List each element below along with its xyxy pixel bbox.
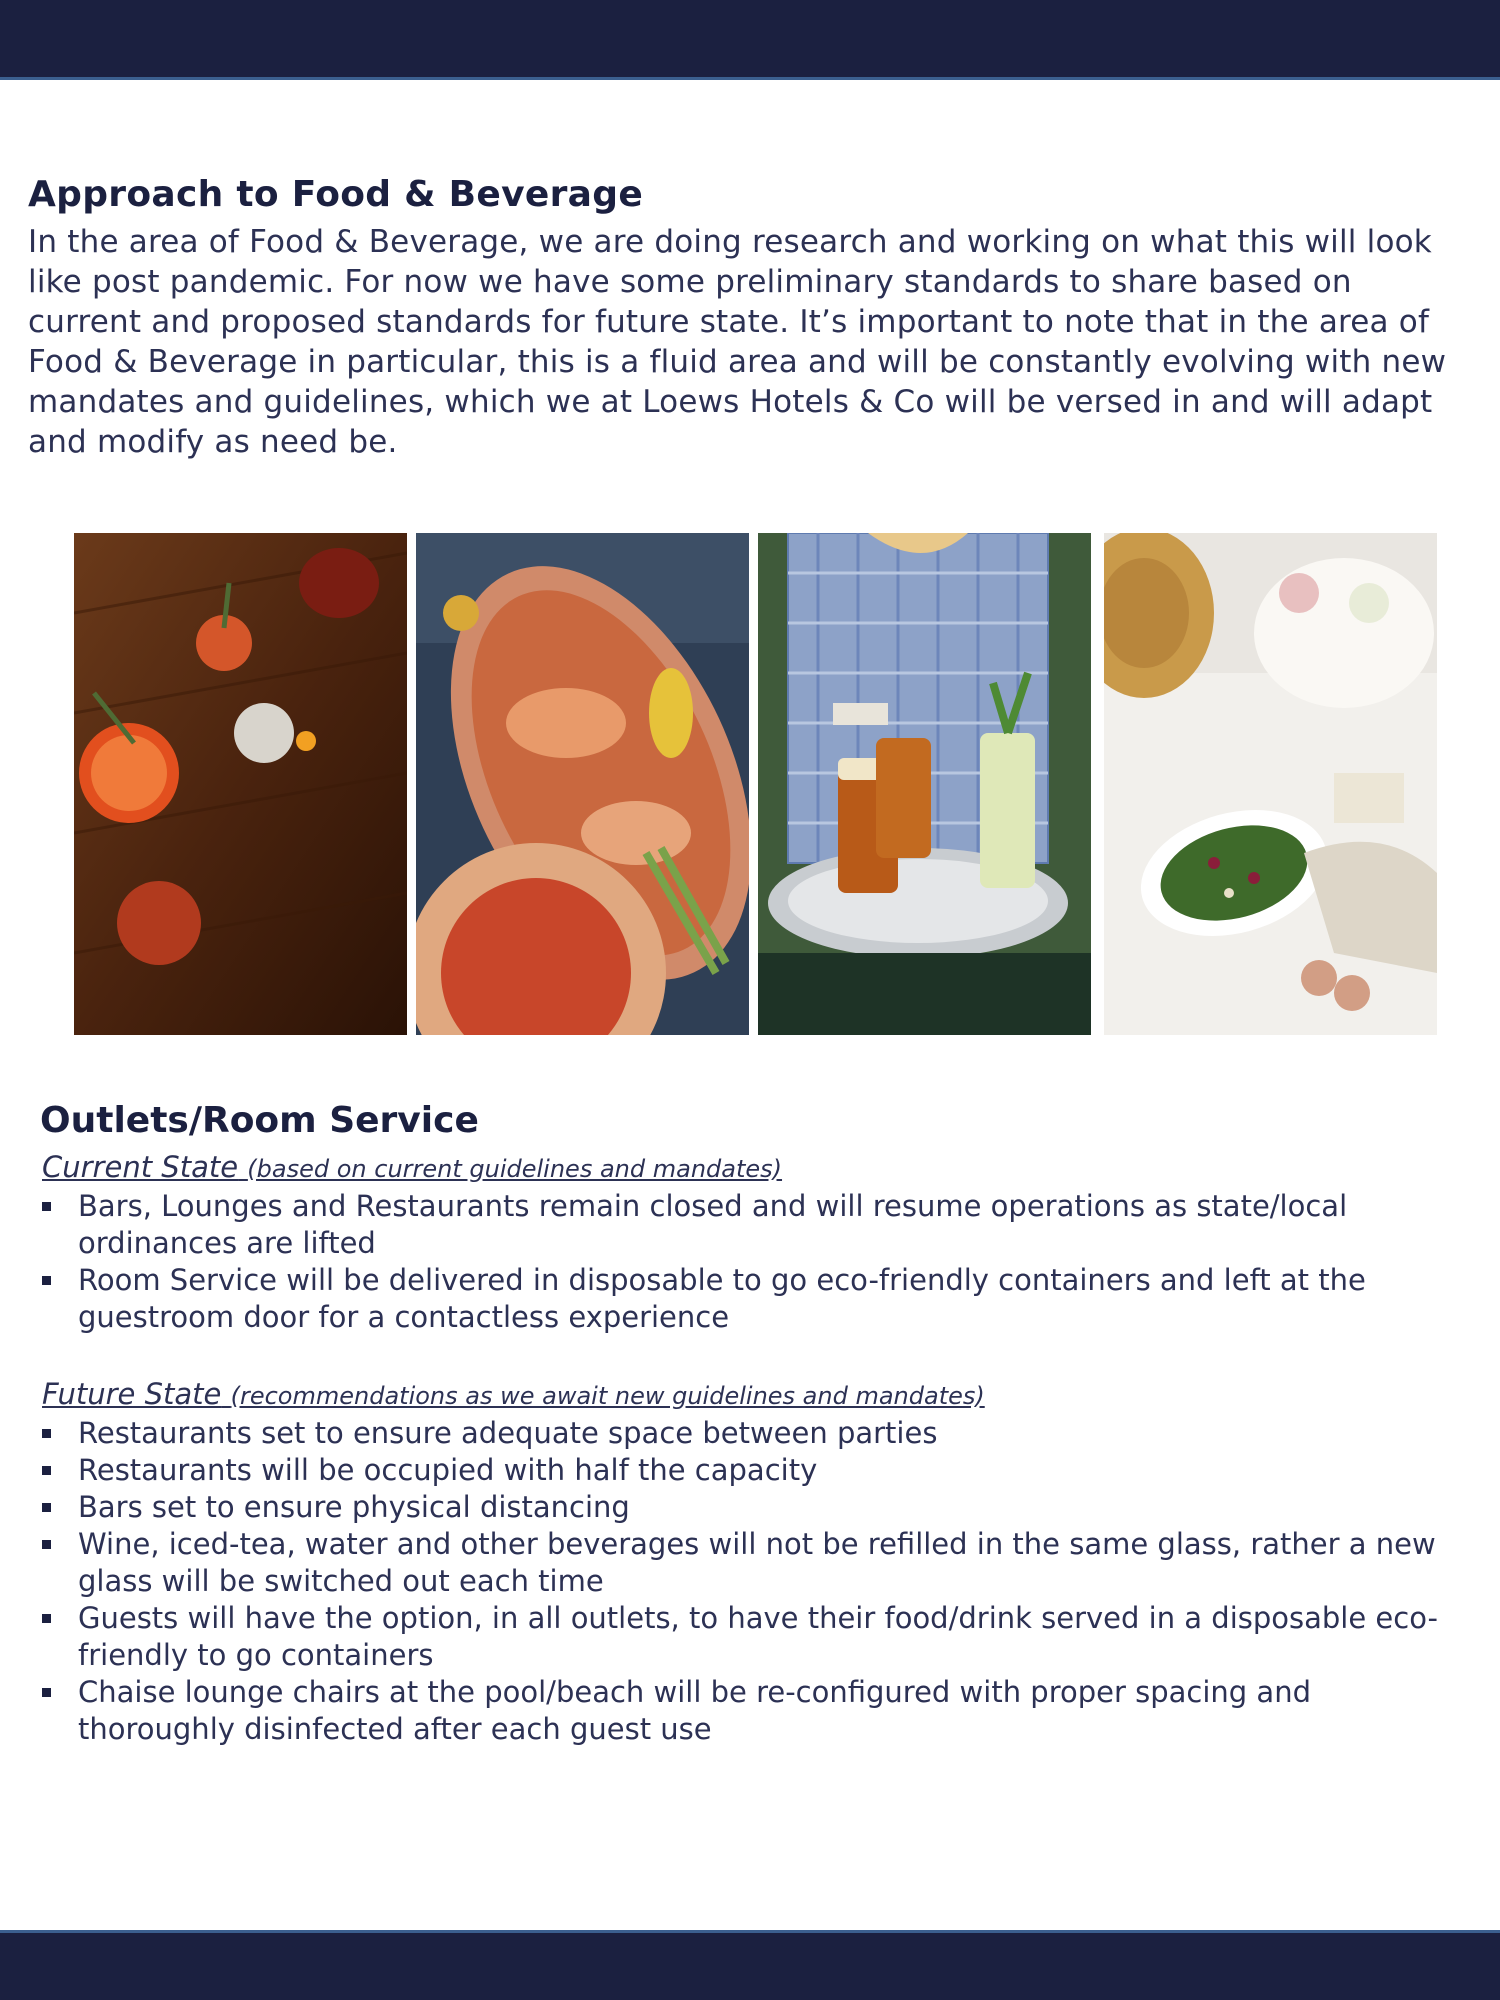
list-item: Wine, iced-tea, water and other beverages will not be refilled in the same glass, rather a new glass will be switched out each time: [40, 1526, 1470, 1600]
seafood-platter-photo: [416, 533, 749, 1035]
section-title: Outlets/Room Service: [40, 1100, 479, 1141]
future-state-heading: [42, 1377, 985, 1411]
current-state-heading: [42, 1150, 782, 1184]
future-state-list: [40, 1415, 1470, 1748]
server-drinks-photo: [758, 533, 1091, 1035]
current-state-note: (based on current guidelines and mandates): [247, 1155, 783, 1183]
cocktails-photo: [74, 533, 407, 1035]
intro-paragraph: In the area of Food & Beverage, we are doing research and working on what this will look like post pandemic. For now we have some preliminary standards to share based on current and proposed standards for future state. It’s important to note that in the area of Food & Beverage in particular, this is a fluid area and will be constantly evolving with new mandates and guidelines, which we at Loews Hotels & Co will be versed in and will adapt and modify as need be.: [28, 224, 1447, 460]
list-item: Room Service will be delivered in disposable to go eco-friendly containers and left at the guestroom door for a contactless experience: [40, 1262, 1470, 1336]
list-item: Bars, Lounges and Restaurants remain closed and will resume operations as state/local ordinances are lifted: [40, 1188, 1470, 1262]
photo-strip: [74, 533, 1436, 1035]
list-item: Restaurants will be occupied with half the capacity: [40, 1452, 1470, 1489]
list-item: Chaise lounge chairs at the pool/beach will be re-configured with proper spacing and thoroughly disinfected after each guest use: [40, 1674, 1470, 1748]
list-item: Restaurants set to ensure adequate space between parties: [40, 1415, 1470, 1452]
poolside-salad-photo: [1104, 533, 1437, 1035]
current-state-label: Current State: [42, 1150, 239, 1184]
header-bar: [0, 0, 1500, 80]
current-state-list: [40, 1188, 1470, 1336]
footer-bar: [0, 1930, 1500, 2000]
list-item: Bars set to ensure physical distancing: [40, 1489, 1470, 1526]
page-title: Approach to Food & Beverage: [28, 174, 644, 215]
list-item: Guests will have the option, in all outlets, to have their food/drink served in a disposable eco-friendly to go containers: [40, 1600, 1470, 1674]
future-state-note: (recommendations as we await new guidelines and mandates): [230, 1382, 985, 1410]
future-state-label: Future State: [42, 1377, 222, 1411]
